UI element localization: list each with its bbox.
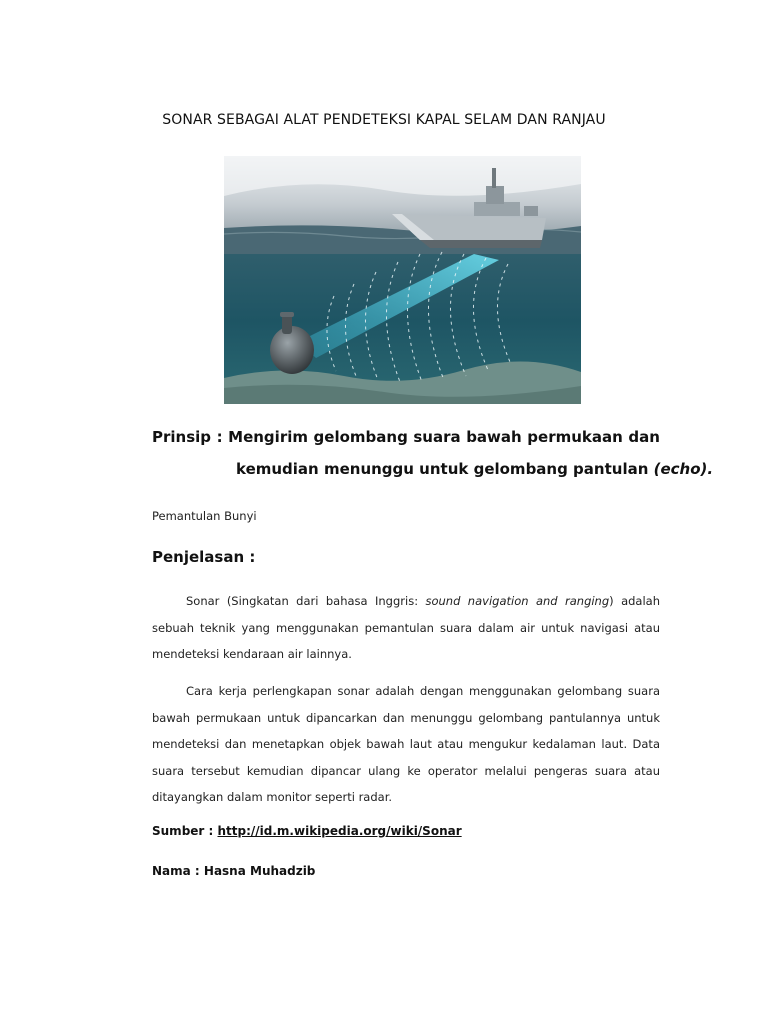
principle-word: Mengirim — [228, 428, 308, 446]
principle-colon: : — [216, 428, 223, 446]
source-label: Sumber : — [152, 824, 218, 838]
paragraph-emphasis: sound navigation and ranging — [425, 594, 610, 608]
page-title: SONAR SEBAGAI ALAT PENDETEKSI KAPAL SELAM DAN RANJAU — [162, 112, 606, 128]
principle-word: suara — [413, 428, 461, 446]
principle-word: dan — [628, 428, 660, 446]
sub-heading: Pemantulan Bunyi — [152, 509, 257, 523]
author-name: Nama : Hasna Muhadzib — [152, 864, 316, 878]
principle-line-2 — [236, 460, 713, 478]
principle-statement — [152, 428, 714, 478]
paragraph-text: ) adalah sebuah teknik yang menggunakan pemantulan suara dalam air untuk navigasi atau mendeteksi kendaraan air lainnya. — [152, 594, 660, 661]
paragraph-text: Sonar (Singkatan dari bahasa Inggris: — [186, 594, 426, 608]
paragraph-definition — [152, 588, 660, 668]
principle-label: Prinsip — [152, 428, 212, 446]
sonar-illustration — [224, 156, 581, 404]
section-heading: Penjelasan : — [152, 548, 256, 566]
principle-text: kemudian menunggu untuk gelombang pantulan — [236, 460, 654, 478]
source-link[interactable]: http://id.m.wikipedia.org/wiki/Sonar — [217, 824, 462, 838]
principle-word: bawah — [466, 428, 522, 446]
principle-emphasis: (echo). — [653, 460, 714, 478]
source-citation — [152, 824, 462, 838]
principle-word: permukaan — [527, 428, 623, 446]
principle-word: gelombang — [313, 428, 408, 446]
paragraph-how-it-works: Cara kerja perlengkapan sonar adalah dengan menggunakan gelombang suara bawah permukaan untuk dipancarkan dan menunggu gelombang pantulannya untuk mendeteksi dan menetapkan objek bawah laut atau mengukur kedalaman laut. Data suara tersebut kemudian dipancar ulang ke operator melalui pengeras suara atau ditayangkan dalam monitor seperti radar. — [152, 684, 660, 804]
